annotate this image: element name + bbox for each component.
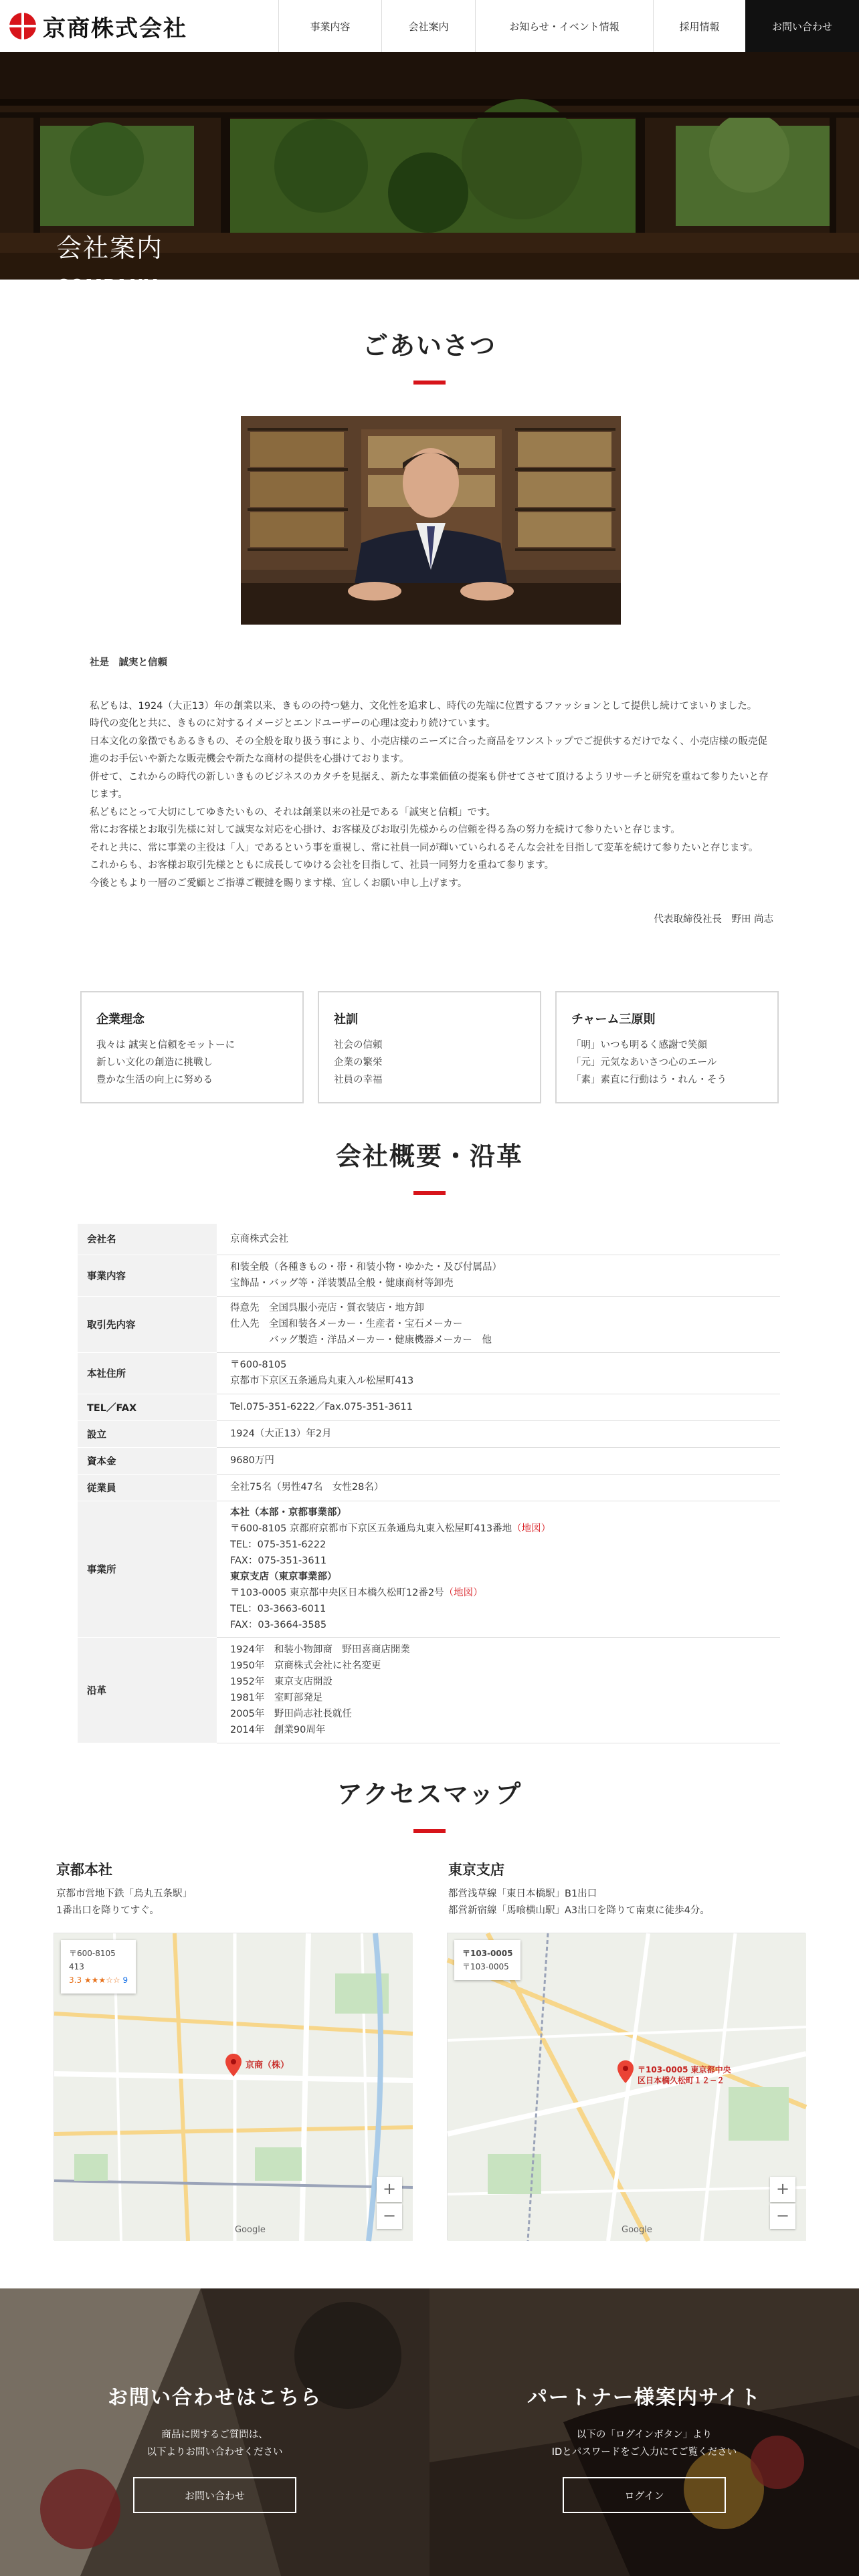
- cta-title: お問い合わせはこちら: [108, 2386, 322, 2409]
- office-address: [230, 1585, 767, 1601]
- global-nav: [278, 0, 859, 52]
- access-title: アクセスマップ: [337, 1780, 522, 1809]
- access-tokyo: [448, 1859, 801, 1919]
- office-address: [230, 1521, 767, 1537]
- principle-line: 新しい文化の創造に挑戦し: [96, 1057, 213, 1068]
- company-overview-table: [78, 1224, 780, 1743]
- row-label: 取引先内容: [78, 1296, 217, 1352]
- hero-banner: [0, 52, 859, 296]
- row-value: [217, 1447, 780, 1474]
- row-label: TEL／FAX: [78, 1394, 217, 1420]
- table-row: [78, 1474, 780, 1501]
- principle-line: 「元」元気なあいさつ心のエール: [571, 1057, 717, 1068]
- history-line: 1950年 京商株式会社に社名変更: [230, 1660, 381, 1671]
- value-line: バッグ製造・洋品メーカー・健康機器メーカー 他: [230, 1335, 492, 1346]
- row-label: 本社住所: [78, 1352, 217, 1394]
- history-line: 1952年 東京支店開設: [230, 1677, 332, 1687]
- row-value: [217, 1394, 780, 1420]
- contact-button[interactable]: お問い合わせ: [133, 2477, 296, 2513]
- principle-line: 豊かな生活の向上に努める: [96, 1075, 213, 1085]
- cta-line: 以下の「ログインボタン」より: [576, 2430, 712, 2440]
- title-underline: [413, 1191, 446, 1195]
- principle-box-philosophy: [80, 991, 304, 1103]
- row-value: [217, 1352, 780, 1394]
- table-row: [78, 1501, 780, 1637]
- greeting-heading: [0, 325, 859, 385]
- review-count[interactable]: 9: [122, 1975, 128, 1985]
- overview-heading: [0, 1136, 859, 1195]
- cta-title: パートナー様案内サイト: [527, 2386, 761, 2409]
- access-kyoto: [56, 1859, 409, 1919]
- greeting-paragraph: それと共に、常に事業の主役は「人」であるという事を重視し、常に社員一同が輝いていられるそんな会社を目指して変革を続けて参りたいと存じます。: [90, 842, 759, 853]
- office-heading: 本社（本部・京都事業部）: [230, 1507, 347, 1518]
- row-label: 従業員: [78, 1474, 217, 1501]
- rating-stars: 3.3 ★★★☆☆: [69, 1975, 120, 1985]
- row-label: 事業内容: [78, 1255, 217, 1296]
- zoom-in-button[interactable]: +: [377, 2177, 402, 2202]
- row-label: 会社名: [78, 1224, 217, 1255]
- president-signature: 代表取締役社長 野田 尚志: [654, 914, 773, 925]
- row-value: [217, 1255, 780, 1296]
- office-heading: 東京支店（東京事業部）: [230, 1572, 337, 1582]
- value-line: 京商株式会社: [230, 1233, 288, 1245]
- row-value: [217, 1224, 780, 1255]
- site-logo[interactable]: [9, 10, 278, 43]
- map-link[interactable]: （地図）: [444, 1588, 483, 1598]
- principles-boxes: [80, 991, 779, 1103]
- row-value: [217, 1637, 780, 1743]
- principle-box-creed: [318, 991, 541, 1103]
- row-value: [217, 1501, 780, 1637]
- nav-news-events[interactable]: お知らせ・イベント情報: [475, 0, 653, 52]
- cta-partner: [430, 2288, 859, 2576]
- greeting-paragraph: 今後ともより一層のご愛顧とご指導ご鞭撻を賜ります様、宜しくお願い申し上げます。: [90, 877, 468, 889]
- map-pin-icon: [617, 2060, 634, 2083]
- hero-title: 会社案内: [56, 233, 164, 263]
- table-row: [78, 1394, 780, 1420]
- cta-line: 以下よりお問い合わせください: [147, 2447, 283, 2458]
- zoom-out-button[interactable]: −: [377, 2204, 402, 2229]
- value-line: 全社75名（男性47名 女性28名）: [230, 1482, 384, 1493]
- card-line: 413: [69, 1962, 84, 1971]
- company-motto: 社是 誠実と信頼: [90, 657, 167, 668]
- value-line: 9680万円: [230, 1455, 274, 1466]
- greeting-paragraph: 日本文化の象徴でもあるきもの、その全般を取り扱う事により、小売店様のニーズに合った商品をワンストップでご提供するだけでなく、小売店様の販売促進のお手伝いや新たな販売機会や新たな商材の提供を心掛けております。: [90, 736, 767, 764]
- kyoto-map[interactable]: [54, 1933, 412, 2240]
- principle-line: 社会の信頼: [334, 1040, 383, 1051]
- cta-contact-content: [0, 2288, 430, 2576]
- map-pin-icon: [225, 2054, 242, 2076]
- greeting-paragraph: これからも、お客様お取引先様とともに成長してゆける会社を目指して、社員一同努力を重ねて参ります。: [90, 860, 555, 871]
- zoom-in-button[interactable]: +: [770, 2177, 795, 2202]
- office-name: 京都本社: [56, 1862, 112, 1878]
- office-tel: TEL：075-351-6222: [230, 1539, 326, 1550]
- row-value: [217, 1474, 780, 1501]
- principle-title: 企業理念: [96, 1012, 145, 1027]
- value-line: 仕入先 全国和装各メーカー・生産者・宝石メーカー: [230, 1319, 463, 1329]
- hero-text: [56, 227, 163, 296]
- table-row: [78, 1255, 780, 1296]
- access-line: 都営浅草線「東日本橋駅」B1出口: [448, 1889, 597, 1899]
- site-header: [0, 0, 859, 52]
- nav-contact-button[interactable]: お問い合わせ: [745, 0, 859, 52]
- card-line: 〒103-0005: [462, 1962, 509, 1971]
- row-label: 資本金: [78, 1447, 217, 1474]
- login-button[interactable]: ログイン: [563, 2477, 726, 2513]
- row-value: [217, 1296, 780, 1352]
- zoom-out-button[interactable]: −: [770, 2204, 795, 2229]
- cta-text: [147, 2426, 283, 2461]
- title-underline: [413, 381, 446, 385]
- history-line: 1981年 室町部発足: [230, 1693, 323, 1703]
- history-line: 1924年 和装小物卸商 野田喜商店開業: [230, 1644, 410, 1655]
- card-rating: [69, 1973, 128, 1987]
- greeting-paragraph: 常にお客様とお取引先様に対して誠実な対応を心掛け、お客様及びお取引先様からの信頼を得る為の努力を続けて参りたいと存じます。: [90, 825, 680, 835]
- access-line: 京都市営地下鉄「烏丸五条駅」: [56, 1889, 192, 1899]
- cta-contact: [0, 2288, 430, 2576]
- principle-line: 企業の繁栄: [334, 1057, 383, 1068]
- principle-title: 社訓: [334, 1012, 358, 1027]
- office-tel: TEL：03-3663-6011: [230, 1604, 326, 1614]
- logo-text: 京商株式会社: [43, 15, 187, 42]
- greeting-title: ごあいさつ: [362, 331, 496, 360]
- principle-line: 社員の幸福: [334, 1075, 383, 1085]
- access-line: 都営新宿線「馬喰横山駅」A3出口を降りて南東に徒歩4分。: [448, 1905, 710, 1916]
- principle-line: 我々は 誠実と信頼をモットーに: [96, 1040, 235, 1051]
- map-info-card: [61, 1940, 136, 1994]
- cta-line: IDとパスワードをご入力にてご覧ください: [551, 2447, 737, 2458]
- president-photo: [241, 416, 621, 625]
- greeting-paragraph: 併せて、これからの時代の新しいきものビジネスのカタチを見据え、新たな事業価値の提案も併せてさせて頂けるようリサーチと研究を重ねて参りたいと存じます。: [90, 771, 769, 800]
- nav-company[interactable]: 会社案内: [381, 0, 475, 52]
- tokyo-map[interactable]: [447, 1933, 805, 2240]
- table-row: [78, 1637, 780, 1743]
- office-fax: FAX：03-3664-3585: [230, 1620, 327, 1630]
- principle-title: チャーム三原則: [571, 1012, 656, 1027]
- address-text: 〒103-0005 東京都中央区日本橋久松町12番2号: [230, 1588, 444, 1598]
- title-underline: [413, 1829, 446, 1833]
- map-link[interactable]: （地図）: [512, 1523, 551, 1534]
- table-row: [78, 1224, 780, 1255]
- greeting-paragraph: 私どもにとって大切にしてゆきたいもの、それは創業以来の社是である「誠実と信頼」です。: [90, 807, 496, 818]
- pin-label: 〒103-0005 東京都中央区日本橋久松町１２−２: [638, 2065, 731, 2085]
- value-line: Tel.075-351-6222／Fax.075-351-3611: [230, 1402, 413, 1412]
- map-attribution: Google: [235, 2225, 266, 2235]
- cta-text: [552, 2426, 737, 2461]
- table-row: [78, 1352, 780, 1394]
- cta-partner-content: [430, 2288, 859, 2576]
- address-text: 〒600-8105 京都府京都市下京区五条通烏丸東入松屋町413番地: [230, 1523, 512, 1534]
- overview-title: 会社概要・沿革: [335, 1142, 523, 1171]
- access-heading: [0, 1774, 859, 1833]
- greeting-paragraph: 時代の変化と共に、きものに対するイメージとエンドユーザーの心理は変わり続けています。: [90, 718, 496, 729]
- value-line: 和装全般（各種きもの・帯・和装小物・ゆかた・及び付属品）: [230, 1262, 502, 1273]
- value-line: 得意先 全国呉服小売店・質衣装店・地方卸: [230, 1303, 424, 1313]
- office-fax: FAX：075-351-3611: [230, 1555, 327, 1566]
- value-line: 宝飾品・バッグ等・洋装製品全般・健康商材等卸売: [230, 1278, 454, 1289]
- table-row: [78, 1420, 780, 1447]
- logo-cross-icon: [9, 13, 36, 39]
- row-label: 事業所: [78, 1501, 217, 1637]
- greeting-message: [90, 654, 773, 929]
- value-line: 〒600-8105: [230, 1360, 287, 1370]
- table-row: [78, 1447, 780, 1474]
- map-attribution: Google: [622, 2225, 652, 2235]
- greeting-paragraph: 私どもは、1924（大正13）年の創業以来、きものの持つ魅力、文化性を追求し、時代の先端に位置するファッションとして提供し続けてまいりました。: [90, 700, 757, 712]
- principle-line: 「明」いつも明るく感謝で笑顔: [571, 1040, 707, 1051]
- row-value: [217, 1420, 780, 1447]
- row-label: 沿革: [78, 1637, 217, 1743]
- nav-recruit[interactable]: 採用情報: [653, 0, 745, 52]
- value-line: 1924（大正13）年2月: [230, 1428, 332, 1439]
- nav-business[interactable]: 事業内容: [278, 0, 381, 52]
- table-row: [78, 1296, 780, 1352]
- map-info-card: [454, 1940, 520, 1980]
- value-line: 京都市下京区五条通烏丸東入ル松屋町413: [230, 1376, 414, 1386]
- access-line: 1番出口を降りてすぐ。: [56, 1905, 159, 1916]
- pin-label: 京商（株）: [246, 2060, 290, 2070]
- principle-box-charm: [555, 991, 779, 1103]
- card-line: 〒600-8105: [69, 1949, 116, 1958]
- history-line: 2014年 創業90周年: [230, 1725, 326, 1735]
- row-label: 設立: [78, 1420, 217, 1447]
- hero-subtitle: COMPANY: [56, 276, 158, 296]
- card-line: 〒103-0005: [462, 1949, 513, 1958]
- history-line: 2005年 野田尚志社長就任: [230, 1709, 352, 1719]
- office-name: 東京支店: [448, 1862, 504, 1878]
- principle-line: 「素」素直に行動はう・れん・そう: [571, 1075, 727, 1085]
- cta-line: 商品に関するご質問は、: [161, 2430, 268, 2440]
